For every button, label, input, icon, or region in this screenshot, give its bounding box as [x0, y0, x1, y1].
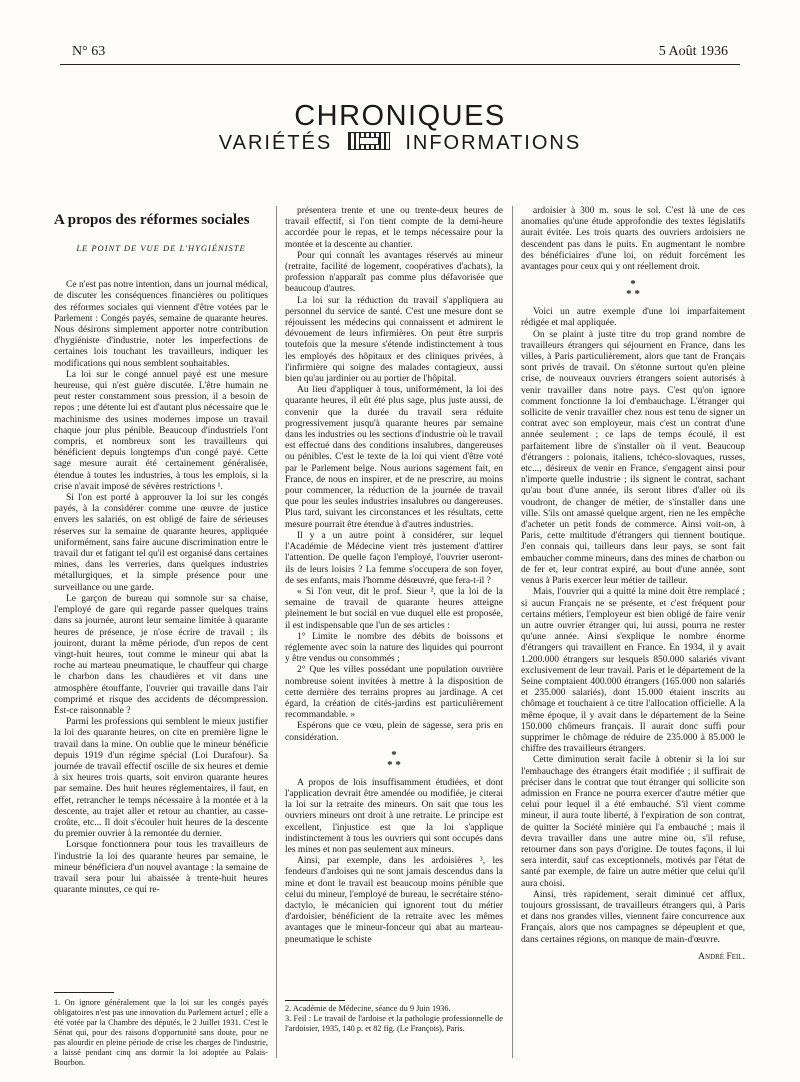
- footnote-rule: [285, 1000, 345, 1001]
- paragraph: Ce n'est pas notre intention, dans un journal médical, de discuter les conséquences financières ou politiques des réformes sociales qui viennent d'être votées par le Parlement : Congés payés, semaine de quarante heures. Nous désirons simplement apporter notre contribution d'hygiéniste d'industrie, noter les imperfections de certaines lois touchant les travailleurs, indiquer les modifications qui nous semblent souhaitables.: [54, 280, 268, 369]
- footnote: 3. Feil : Le travail de l'ardoise et la pathologie professionnelle de l'ardoisier, 1935, 140 p. et 82 fig. (Le François), Paris.: [285, 1014, 503, 1033]
- running-header: [72, 44, 728, 60]
- paragraph: Il y a un autre point à considérer, sur lequel l'Académie de Médecine vient très justement d'attirer l'attention. De quelle façon l'employé, l'ouvrier useront-ils de leurs loisirs ? La femme s'occupera de son foyer, de ses enfants, mais l'homme désœuvré, que fera-t-il ?: [285, 530, 503, 586]
- issue-number: N° 63: [72, 44, 106, 59]
- masthead-sub-right: INFORMATIONS: [405, 132, 582, 154]
- paragraph: Cette diminution serait facile à obtenir si la loi sur l'embauchage des étrangers était modifiée ; il suffirait de préciser dans le contrat que tout étranger qui sollicite son admission en France ne pourra exercer d'autre métier que celui pour lequel il a été embauché. S'il vient comme mineur, il aura toute liberté, à l'expiration de son contrat, de quitter la Société minière qui l'a embauché ; mais il devra travailler dans une autre mine ou, s'il refuse, retourner dans son pays d'origine. De toutes façons, il lui sera interdit, sauf cas exceptionnels, motivés par l'état de santé par exemple, de faire un autre métier que celui qu'il aura choisi.: [521, 755, 745, 889]
- footnotes-col1: [54, 998, 268, 1068]
- article-kicker: LE POINT DE VUE DE L'HYGIÉNISTE: [76, 243, 246, 253]
- paragraph: présentera trente et une ou trente-deux heures de travail effectif, si l'on tient compte de la demi-heure accordée pour le repas, et le temps nécessaire pour la montée et la descente au chantier.: [285, 206, 503, 250]
- footnote-rule: [54, 992, 114, 993]
- footnote: 1. On ignore généralement que la loi sur les congés payés obligatoires n'est pas une innovation du Parlement actuel ; elle a été votée par la Chambre des députés, le 2 Juillet 1931. C'est le Sénat qui, pour des raisons d'opportunité sans doute, pour ne pas alourdir en pleine période de crise les charges de l'industrie, a laissé pendant cinq ans dormir la loi adoptée au Palais-Bourbon.: [54, 998, 268, 1067]
- paragraph: ardoisier à 300 m. sous le sol. C'est là une de ces anomalies qu'une étude approfondie des textes législatifs aurait évitée. Les trois quarts des ouvriers ardoisiers ne descendent pas dans le puits. En augmentant le nombre des bénéficiaires d'une loi, on réduit forcément les avantages pour ceux qui y ont réellement droit.: [521, 206, 745, 273]
- column-2: [285, 206, 503, 986]
- paragraph: Lorsque fonctionnera pour tous les travailleurs de l'industrie la loi des quarante heures par semaine, le mineur bénéficiera d'un nouvel avantage : la semaine de travail sera pour lui abaissée à trente-huit heures quarante minutes, ce qui re-: [54, 840, 268, 896]
- column-1: [54, 206, 268, 1040]
- paragraph: Ainsi, très rapidement, serait diminué cet afflux, toujours grossissant, de travailleurs étrangers qui, à Paris et dans nos grandes villes, viennent faire concurrence aux Français, alors que nos campagnes se dépeuplent et que, dans certaines régions, on manque de main-d'œuvre.: [521, 889, 745, 945]
- masthead-title: CHRONIQUES: [294, 100, 506, 132]
- paragraph: Si l'on est porté à approuver la loi sur les congés payés, à la considérer comme une œuvre de justice envers les salariés, on est obligé de faire de sérieuses réserves sur la semaine de quarante heures, appliquée uniformément, sans faire aucune discrimination entre le travail dur et fatigant tel qu'il est organisé dans certaines mines, dans les verreries, dans quelques industries métallurgiques, et la simple présence pour une surveillance ou une garde.: [54, 493, 268, 593]
- masthead-sub-left: VARIÉTÉS: [218, 132, 333, 154]
- column-divider: [276, 206, 277, 1058]
- paragraph: Pour qui connaît les avantages réservés au mineur (retraite, facilité de logement, coopératives d'achats), la profession n'apparaît pas comme plus défavorisée que beaucoup d'autres.: [285, 250, 503, 295]
- footnotes-col2: [285, 1004, 503, 1034]
- paragraph: La loi sur la réduction du travail s'appliquera au personnel du service de santé. C'est une mesure dont se réjouissent les médecins qui connaissent et admirent le dévouement de leurs infirmières. On peut être surpris toutefois que la mesure s'étende indistinctement à tous les employés des hôpitaux et des cliniques privées, à l'infirmière qui soigne des malades contagieux, aussi bien qu'au jardinier ou au portier de l'hôpital.: [285, 295, 503, 385]
- paragraph: 2° Que les villes possédant une population ouvrière nombreuse soient invitées à mettre à la disposition de cette dernière des terrains propres au jardinage. A cet égard, la création de cités-jardins est particulièrement recommandable. »: [285, 665, 503, 721]
- header-rule: [60, 64, 740, 65]
- section-separator-stars: * * *: [387, 748, 401, 771]
- paragraph: Voici un autre exemple d'une loi imparfaitement rédigée et mal appliquée.: [521, 307, 745, 329]
- column-divider: [512, 206, 513, 1058]
- paragraph: La loi sur le congé annuel payé est une mesure heureuse, qui n'est guère discutée. L'être humain ne peut rester constamment sous pression, il a besoin de repos ; une détente lui est d'autant plus nécessaire que le machinisme des usines modernes impose un travail chaque jour plus pénible. Beaucoup d'industriels l'ont compris, et nombreux sont les travailleurs qui bénéficient depuis longtemps d'un congé payé. Cette sage mesure aurait été certainement généralisée, étendue à toutes les industries, à tous les emplois, si la crise n'avait imposé de sévères restrictions ¹.: [54, 369, 268, 492]
- paragraph: Au lieu d'appliquer à tous, uniformément, la loi des quarante heures, il eût été plus sage, plus juste aussi, de convenir que la durée du travail sera réduite progressivement jusqu'à quarante heures par semaine dans les industries ou les sections d'industrie où le travail est effectué dans des conditions insalubres, dangereuses ou pénibles. C'est le texte de la loi qui vient d'être voté par le Parlement belge. Nous aurions sagement fait, en France, de nous en inspirer, et de ne prescrire, au moins pour commencer, la réduction de la journée de travail que pour les seules industries insalubres ou dangereuses. Plus tard, suivant les circonstances et les résultats, cette mesure pourrait être étendue à d'autres industries.: [285, 385, 503, 530]
- paragraph: Ainsi, par exemple, dans les ardoisières ³, les fendeurs d'ardoises qui ne sont jamais descendus dans la mine et dont le travail est beaucoup moins pénible que celui du mineur, l'employé de bureau, le secrétaire sténo-dactylo, le mécanicien qui ignorent tout du métier d'ardoisier, bénéficient de la retraite avec les mêmes avantages que le mineur-fonceur qui abat au marteau-pneumatique le schiste: [285, 856, 503, 945]
- issue-date: 5 Août 1936: [658, 44, 728, 59]
- paragraph: 1° Limite le nombre des débits de boissons et réglemente avec soin la nature des liquides qui pourront y être vendus ou consommés ;: [285, 631, 503, 665]
- footnote: 2. Académie de Médecine, séance du 9 Juin 1936.: [285, 1004, 451, 1013]
- paragraph: On se plaint à juste titre du trop grand nombre de travailleurs étrangers qui séjournent en France, dans les villes, à Paris particulièrement, alors que tant de Français sont privés de travail. On s'étonne surtout qu'en pleine crise, de nouveaux ouvriers étrangers soient autorisés à venir travailler dans notre pays. C'est qu'on ignore comment fonctionne la loi d'embauchage. L'étranger qui sollicite de venir travailler chez nous est tenu de signer un contrat avec son employeur, mais c'est un contrat d'une année seulement ; ce laps de temps écoulé, il est parfaitement libre de s'installer où il veut. Beaucoup d'étrangers : polonais, italiens, tchéco-slovaques, russes, etc..., désireux de venir en France, s'engagent ainsi pour n'importe quelle industrie ; ils signent le contrat, sachant qu'au bout d'une année, ils seront libres d'aller où ils voudront, de changer de métier, de s'installer dans une ville. S'ils ont amassé quelque argent, rien ne les empêche d'acheter un petit fonds de commerce. Ainsi voit-on, à Paris, cette multitude d'étrangers qui tiennent boutique. J'en connais qui, tailleurs dans leur pays, se sont fait embaucher comme mineurs, dans des mines de charbon ou de fer et, leur contrat expiré, au bout d'une année, sont venus à Paris exercer leur métier de tailleur.: [521, 329, 745, 587]
- author-signature: André Feil.: [698, 951, 745, 962]
- ornament-icon: [348, 132, 390, 150]
- column-3: [521, 206, 745, 1040]
- masthead-subtitle: [0, 132, 800, 155]
- paragraph: « Si l'on veut, dit le prof. Sieur ², que la loi de la semaine de travail de quarante heures atteigne pleinement le but social en vue duquel elle est proposée, il est indispensable que l'un de ses articles :: [285, 586, 503, 631]
- article-title: A propos des réformes sociales: [54, 212, 250, 228]
- section-separator-stars: * * *: [626, 278, 640, 301]
- paragraph: Le garçon de bureau qui somnole sur sa chaise, l'employé de gare qui regarde passer quelques trains dans sa journée, auront leur semaine limitée à quarante heures de présence, je n'ose écrire de travail ; ils jouiront, durant la même période, d'un repos de cent vingt-huit heures, tout comme le mineur qui abat la roche au marteau pneumatique, le chauffeur qui charge le charbon dans les chaudières et vit dans une atmosphère étouffante, l'ouvrier qui travaille dans l'air comprimé et risque des accidents de décompression. Est-ce raisonnable ?: [54, 593, 268, 716]
- paragraph: Parmi les professions qui semblent le mieux justifier la loi des quarante heures, on cite en première ligne le travail dans la mine. On oublie que le mineur bénéficie depuis 1919 d'un régime spécial (Loi Durafour). Sa journée de travail effectif oscille de six heures et demie à six heures trois quarts, soit environ quarante heures par semaine. Des huit heures réglementaires, il faut, en effet, retrancher le temps nécessaire à la montée et à la descente, au trajet aller et retour au chantier, au casse-croûte, etc... Il doit s'écouler huit heures de la descente du premier ouvrier à la remontée du dernier.: [54, 717, 268, 840]
- paragraph: Espérons que ce vœu, plein de sagesse, sera pris en considération.: [285, 721, 503, 743]
- paragraph: Mais, l'ouvrier qui a quitté la mine doit être remplacé ; si aucun Français ne se présente, et c'est fréquent pour certains métiers, l'employeur est bien obligé de faire venir un autre ouvrier étranger qui, lui aussi, pourra ne rester qu'une année. Ainsi s'explique le nombre énorme d'étrangers qui travaillent en France. En 1934, il y avait 1.200.000 étrangers sur lesquels 850.000 salariés vivant exclusivement de leur travail. Paris et le département de la Seine comptaient 400.000 étrangers (165.000 non salariés et 235.000 salariés), dont 15.000 étaient inscrits au chômage et touchaient à ce titre l'allocation officielle. A la même époque, il y avait dans le département de la Seine 150.000 chômeurs français. Il aurait donc suffi pour supprimer le chômage de réduire de 235.000 à 85.000 le chiffre des travailleurs étrangers.: [521, 587, 745, 755]
- paragraph: A propos de lois insuffisamment étudiées, et dont l'application devrait être amendée ou modifiée, je citerai la loi sur la retraite des mineurs. On sait que tous les ouvriers mineurs ont droit à une retraite. Le principe est excellent, l'injustice est que la loi s'applique indistinctement à tous les ouvriers qui sont occupés dans les mines et non pas seulement aux mineurs.: [285, 777, 503, 855]
